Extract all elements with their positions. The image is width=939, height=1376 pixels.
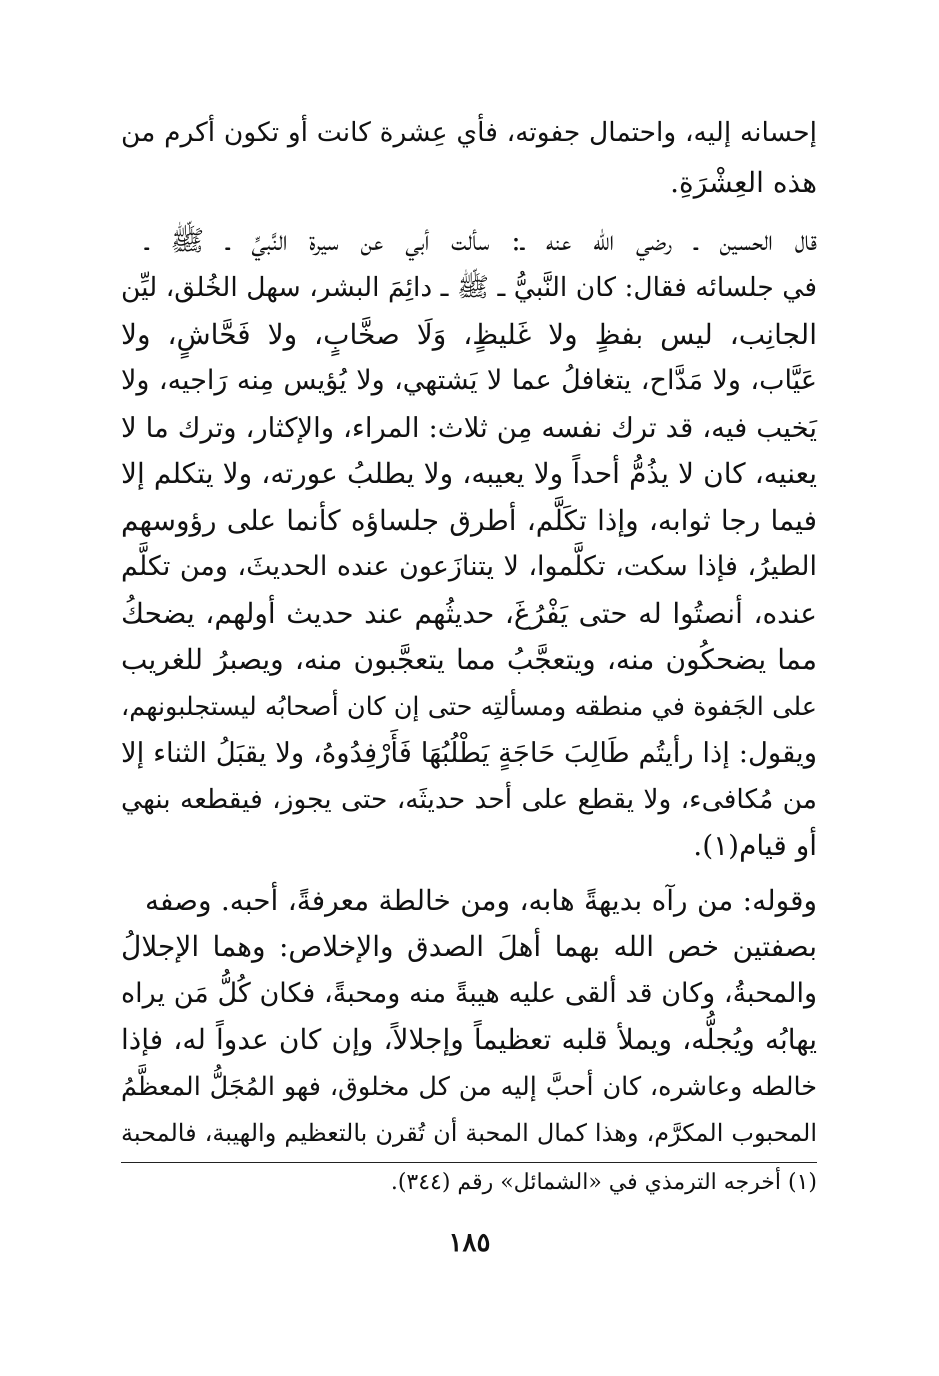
text-line: والمحبةُ، وكان قد ألقى عليه هيبةً منه ومحبةً، فكان كُلُّ مَن يراه	[121, 978, 817, 1009]
text-line: الجانِب، ليس بفظٍ ولا غَليظٍ، وَلَا صخَّابٍ، ولا فَحَّاشٍ، ولا	[121, 318, 817, 351]
text-line: يهابُه ويُجلُّه، ويملأ قلبه تعظيماً وإجلالاً، وإن كان عدواً له، فإذا	[121, 1023, 817, 1056]
text-line: المحبوب المكرَّم، وهذا كمال المحبة أن تُقرن بالتعظيم والهيبة، فالمحبة	[121, 1119, 817, 1147]
text-line: فيما رجا ثوابه، وإذا تكَلَّم، أطرق جلساؤه كأنما على رؤوسهم	[121, 504, 817, 537]
text-line: أو قيام(١).	[693, 829, 817, 862]
text-line: هذه العِشْرَةِ.	[670, 166, 817, 199]
page-number: ١٨٥	[448, 1228, 491, 1258]
text-line: يعنيه، كان لا يذُمُّ أحداً ولا يعيبه، ولا يطلبُ عورته، ولا يتكلم إلا	[121, 457, 817, 490]
text-line: إحسانه إليه، واحتمال جفوته، فأي عِشرة كانت أو تكون أكرم من	[121, 117, 817, 148]
footnote: (١) أخرجه الترمذي في «الشمائل» رقم (٣٤٤).	[390, 1170, 817, 1195]
text-line: يَخيب فيه، قد ترك نفسه مِن ثلاث: المراء، والإكثار، وترك ما لا	[121, 412, 817, 444]
text-line: وقوله: من رآه بديهةً هابه، ومن خالطة معرفةً، أحبه. وصفه	[145, 884, 817, 917]
text-line: عَيَّاب، ولا مَدَّاح، يتغافلُ عما لا يَشتهي، ولا يُؤيس مِنه رَاجيه، ولا	[121, 365, 817, 396]
text-line: الطيرُ، فإذا سكت، تكلَّموا، لا يتنازَعون عنده الحديثَ، ومن تكلَّم	[121, 551, 817, 582]
text-line: قال الحسين ـ رضي الله عنه ـ: سألت أبي عن سيرة النَّبيِّ ـ ﷺ ـ	[145, 224, 817, 257]
text-line: بصفتين خص الله بهما أهلَ الصدق والإخلاص: وهما الإجلالُ	[121, 930, 817, 963]
text-line: في جلسائه فقال: كان النَّبيُّ ـ ﷺ ـ دائِمَ البشر، سهل الخُلق، ليِّن	[121, 272, 817, 303]
text-line: عنده، أنصتُوا له حتى يَفْرُغَ، حديثُهم عند حديث أولهم، يضحكُ	[121, 597, 817, 630]
footnote-divider	[121, 1162, 817, 1163]
text-line: ويقول: إذا رأيتُم طَالِبَ حَاجَةٍ يَطْلُبُهَا فَأَرْفِدُوهُ، ولا يقبَلُ الثناء إلا	[121, 737, 817, 769]
text-line: خالطه وعاشره، كان أحبَّ إليه من كل مخلوق، فهو المُجَلُّ المعظَّمُ	[121, 1072, 817, 1102]
text-line: على الجَفوة في منطقه ومسألتِه حتى إن كان أصحابُه ليستجلبونهم،	[121, 692, 817, 722]
text-line: من مُكافىء، ولا يقطع على أحد حديثَه، حتى يجوز، فيقطعه بنهي	[121, 784, 817, 815]
text-line: مما يضحكُون منه، ويتعجَّبُ مما يتعجَّبون منه، ويصبرُ للغريب	[121, 643, 817, 676]
